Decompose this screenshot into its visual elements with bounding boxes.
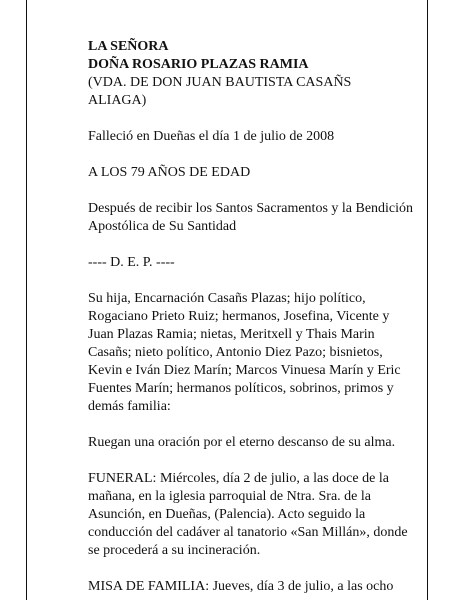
header-line-1: LA SEÑORA (88, 39, 169, 54)
funeral-paragraph: FUNERAL: Miércoles, día 2 de julio, a las doce de la mañana, en la iglesia parroquial de Ntra. Sra. de la Asunción, en Dueñas, (Palencia). Acto seguido la conducción del cadáver al tanatorio «San Millán», donde se procederá a su incineración. (88, 471, 408, 558)
sacraments-paragraph: Después de recibir los Santos Sacramentos y la Bendición Apostólica de Su Santidad (88, 201, 414, 234)
prayer-request: Ruegan una oración por el eterno descanso de su alma. (88, 435, 396, 450)
death-date: Falleció en Dueñas el día 1 de julio de 2008 (88, 129, 335, 144)
widow-of-line: (VDA. DE DON JUAN BAUTISTA CASAÑS (88, 75, 352, 90)
obituary-content (88, 38, 418, 614)
family-mass-paragraph: MISA DE FAMILIA: Jueves, día 3 de julio, a las ocho (88, 579, 394, 594)
widow-of-line-2: ALIAGA) (88, 93, 147, 108)
deceased-name: DOÑA ROSARIO PLAZAS RAMIA (88, 57, 309, 72)
rip-line: ---- D. E. P. ---- (88, 255, 175, 270)
age-at-death: A LOS 79 AÑOS DE EDAD (88, 165, 251, 180)
family-paragraph: Su hija, Encarnación Casañs Plazas; hijo político, Rogaciano Prieto Ruiz; hermanos, Josefina, Vicente y Juan Plazas Ramia; nietas, Meritxell y Thais Marin Casañs; nieto político, Antonio Diez Pazo; bisnietos, Kevin e Iván Diez Marín; Marcos Vinuesa Marín y Eric Fuentes Marín; hermanos políticos, sobrinos, primos y demás familia: (88, 291, 401, 414)
